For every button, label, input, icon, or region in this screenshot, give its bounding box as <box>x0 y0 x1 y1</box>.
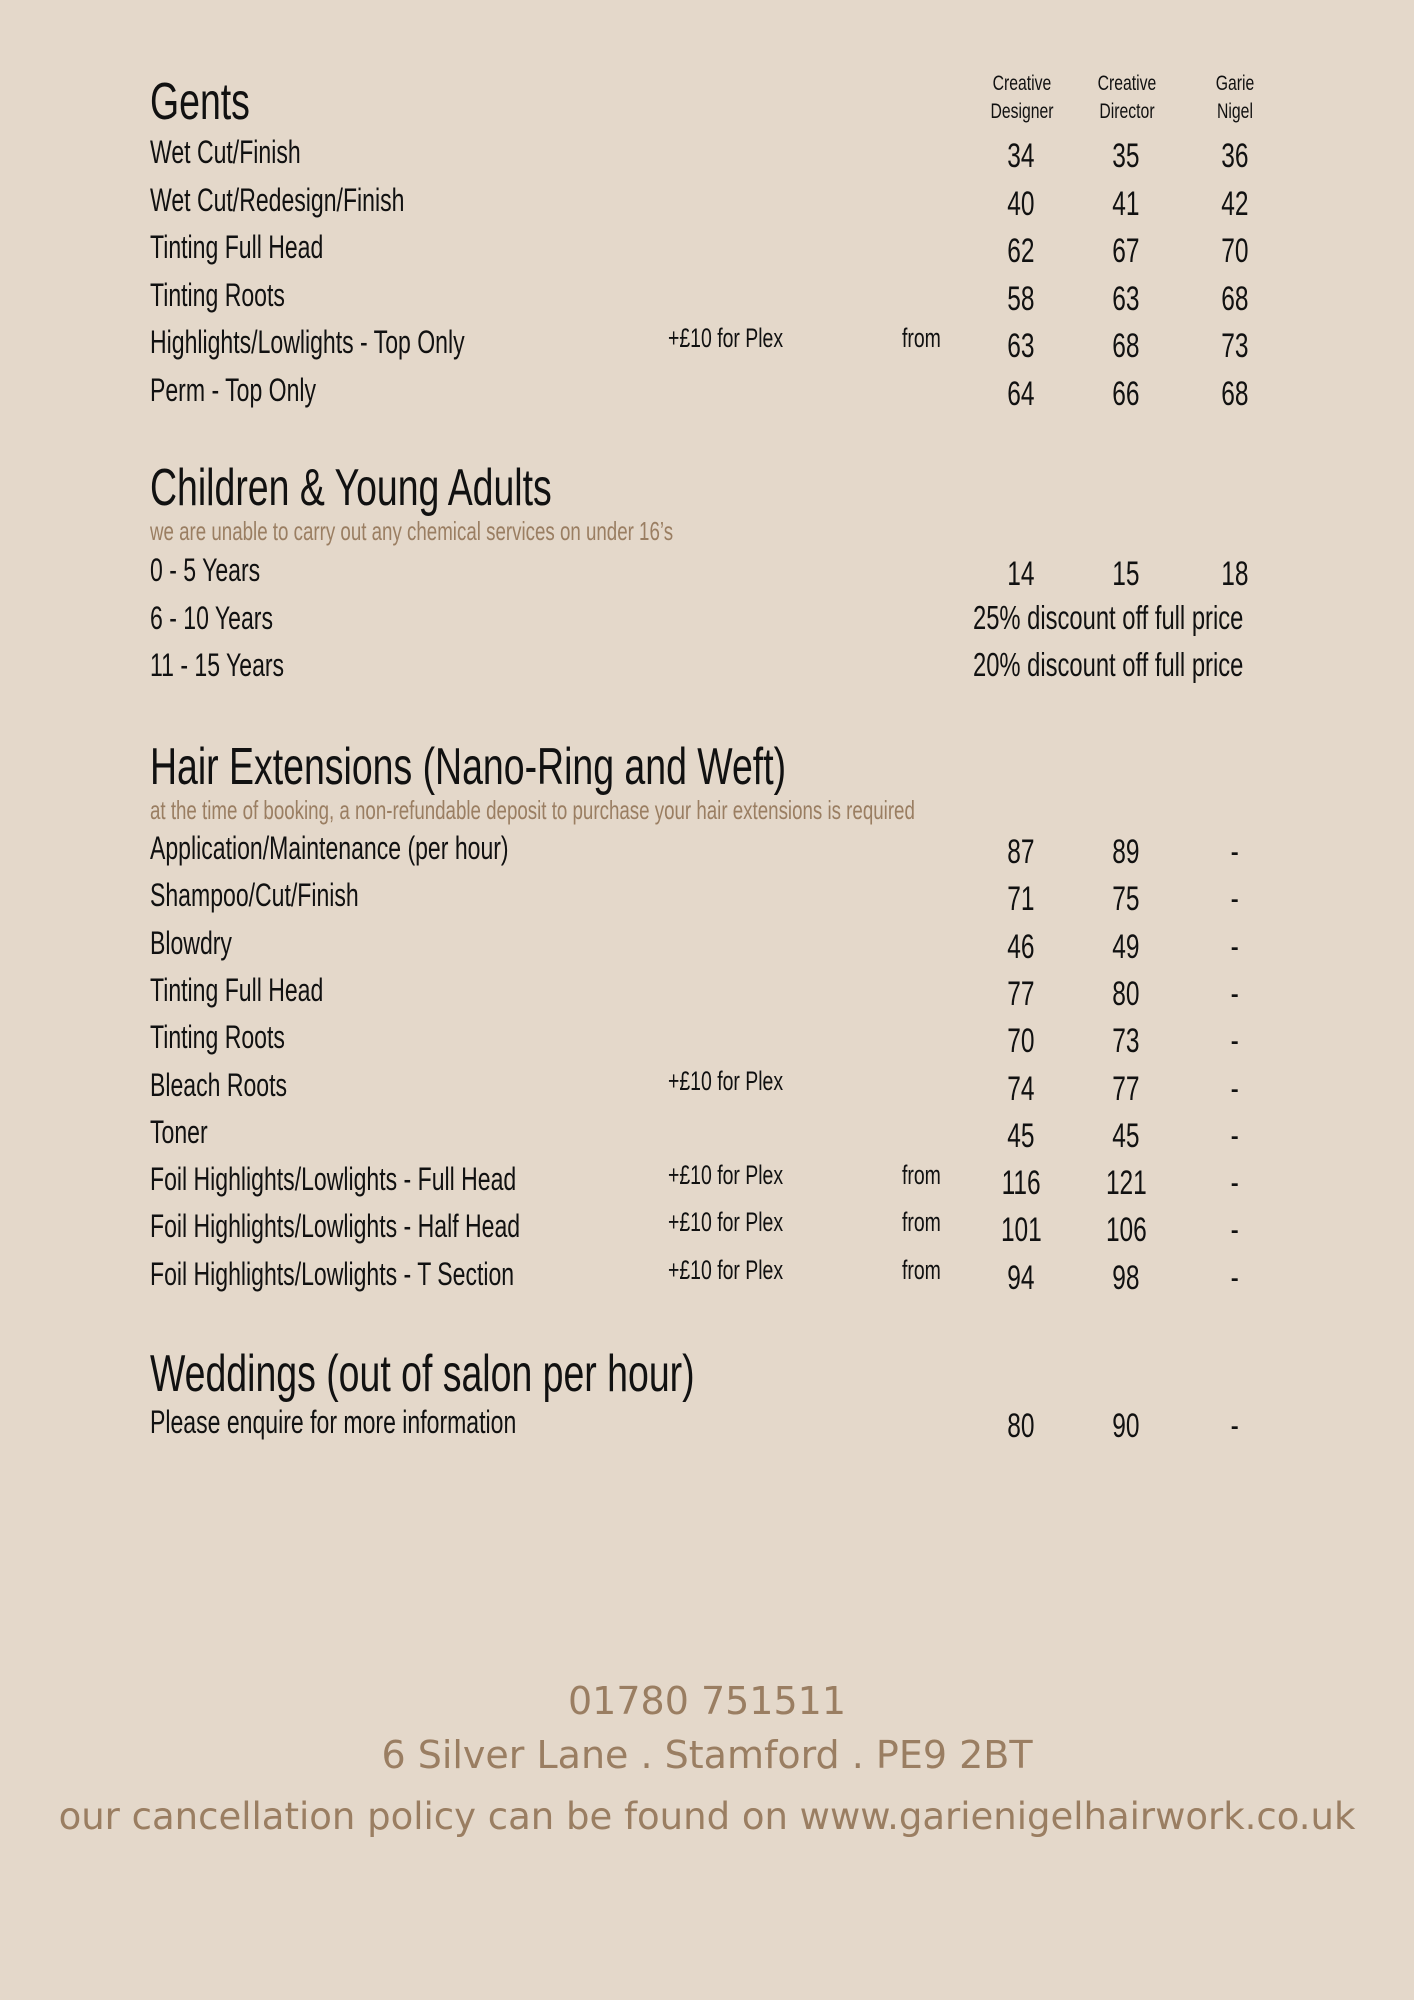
service-label <box>150 643 336 687</box>
price-creative-designer <box>976 1256 1066 1300</box>
price-creative-designer <box>976 972 1066 1016</box>
price-creative-designer-value: 45 <box>1007 1116 1035 1155</box>
price-creative-designer <box>976 552 1066 596</box>
price-garie-nigel <box>1190 552 1280 596</box>
price-row <box>0 1400 1414 1444</box>
price-garie-nigel-value: - <box>1230 880 1240 919</box>
price-creative-designer-value: 64 <box>1007 374 1035 413</box>
price-row <box>0 368 1414 412</box>
service-label <box>150 1015 337 1059</box>
price-creative-director <box>1081 1067 1171 1111</box>
section-title-gents: Gents <box>150 73 250 131</box>
price-creative-director-value: 90 <box>1112 1407 1140 1445</box>
price-row <box>0 873 1414 917</box>
price-creative-director <box>1081 877 1171 921</box>
service-label <box>150 826 648 870</box>
service-label <box>150 130 359 174</box>
service-label-text: Bleach Roots <box>150 1066 288 1103</box>
price-creative-designer-value: 62 <box>1007 232 1035 270</box>
price-creative-designer-value: 34 <box>1007 137 1035 175</box>
service-label-text: Wet Cut/Finish <box>150 134 301 170</box>
service-label <box>150 1063 340 1107</box>
extensions-note: at the time of booking, a non-refundable deposit to purchase your hair extensions is required <box>150 795 915 825</box>
service-label-text: Blowdry <box>150 924 232 961</box>
price-garie-nigel <box>1190 1208 1280 1252</box>
service-label <box>150 596 321 640</box>
from-label-text: from <box>902 1160 941 1191</box>
service-label <box>150 320 587 364</box>
price-creative-director <box>1081 1161 1171 1205</box>
price-garie-nigel-value: 18 <box>1221 555 1249 593</box>
price-garie-nigel-value: 68 <box>1221 279 1249 318</box>
price-row <box>0 596 1414 640</box>
price-creative-designer <box>976 182 1066 226</box>
price-garie-nigel <box>1190 830 1280 874</box>
price-garie-nigel <box>1190 324 1280 368</box>
service-label <box>150 225 391 269</box>
price-creative-designer <box>976 830 1066 874</box>
price-garie-nigel-value: - <box>1230 1022 1240 1061</box>
price-row <box>0 1157 1414 1201</box>
price-row <box>0 643 1414 687</box>
price-garie-nigel <box>1190 1404 1280 1448</box>
price-row <box>0 273 1414 317</box>
from-label-text: from <box>902 1207 941 1238</box>
price-garie-nigel-value: - <box>1230 927 1240 966</box>
price-creative-designer-value: 58 <box>1007 279 1035 318</box>
price-garie-nigel <box>1190 277 1280 321</box>
price-creative-designer <box>976 1019 1066 1063</box>
price-row <box>0 826 1414 870</box>
footer-phone: 01780 751511 <box>567 1679 847 1723</box>
section-title-children: Children & Young Adults <box>150 459 552 517</box>
price-creative-director-value: 121 <box>1105 1164 1147 1203</box>
footer-address: 6 Silver Lane . Stamford . PE9 2BT <box>381 1733 1033 1777</box>
price-creative-director <box>1081 1019 1171 1063</box>
price-garie-nigel-value: - <box>1230 833 1240 871</box>
service-label <box>150 548 303 592</box>
price-creative-designer-value: 14 <box>1007 555 1035 593</box>
service-label <box>150 921 264 965</box>
price-creative-designer <box>976 134 1066 178</box>
price-creative-designer <box>976 1161 1066 1205</box>
price-garie-nigel <box>1190 182 1280 226</box>
price-row <box>0 548 1414 592</box>
price-creative-director <box>1081 972 1171 1016</box>
price-creative-director <box>1081 1404 1171 1448</box>
price-creative-director-value: 49 <box>1112 927 1140 966</box>
price-creative-director <box>1081 1256 1171 1300</box>
price-garie-nigel <box>1190 1256 1280 1300</box>
price-creative-director-value: 35 <box>1112 137 1140 175</box>
price-creative-designer <box>976 324 1066 368</box>
price-creative-designer-value: 74 <box>1007 1069 1035 1108</box>
from-label <box>902 1200 956 1244</box>
price-creative-designer-value: 70 <box>1007 1022 1035 1061</box>
price-garie-nigel <box>1190 372 1280 416</box>
price-creative-designer-value: 71 <box>1007 880 1035 919</box>
price-row <box>0 225 1414 269</box>
service-label-text: 11 - 15 Years <box>150 647 285 683</box>
price-garie-nigel-value: - <box>1230 1069 1240 1108</box>
price-creative-designer-value: 80 <box>1007 1407 1035 1445</box>
from-label <box>902 1248 956 1292</box>
section-title-weddings: Weddings (out of salon per hour) <box>150 1345 695 1403</box>
price-garie-nigel-value: - <box>1230 974 1240 1013</box>
price-creative-designer-value: 63 <box>1007 327 1035 365</box>
service-label <box>150 1110 230 1154</box>
plex-surcharge-note <box>668 1248 828 1292</box>
price-garie-nigel <box>1190 972 1280 1016</box>
service-label-text: Application/Maintenance (per hour) <box>150 830 509 866</box>
plex-surcharge-text: +£10 for Plex <box>668 323 784 353</box>
service-label <box>150 178 503 222</box>
price-garie-nigel <box>1190 229 1280 273</box>
plex-surcharge-text: +£10 for Plex <box>668 1160 784 1191</box>
price-garie-nigel <box>1190 1019 1280 1063</box>
price-creative-designer <box>976 277 1066 321</box>
price-row <box>0 968 1414 1012</box>
price-creative-director-value: 80 <box>1112 974 1140 1013</box>
price-creative-designer-value: 40 <box>1007 184 1035 223</box>
price-creative-designer-value: 46 <box>1007 927 1035 966</box>
service-label <box>150 368 381 412</box>
price-garie-nigel-value: 70 <box>1221 232 1249 270</box>
price-creative-designer <box>976 229 1066 273</box>
price-garie-nigel <box>1190 1161 1280 1205</box>
service-label <box>150 1252 656 1296</box>
price-creative-director <box>1081 134 1171 178</box>
price-row <box>0 921 1414 965</box>
price-garie-nigel <box>1190 877 1280 921</box>
discount-note-text: 25% discount off full price <box>973 598 1244 636</box>
service-label-text: Shampoo/Cut/Finish <box>150 877 359 914</box>
price-creative-director <box>1081 182 1171 226</box>
plex-surcharge-text: +£10 for Plex <box>668 1207 784 1238</box>
price-row <box>0 178 1414 222</box>
service-label-text: Please enquire for more information <box>150 1404 517 1440</box>
price-row <box>0 1252 1414 1296</box>
price-creative-designer <box>976 1404 1066 1448</box>
column-header-creative-director: Creative Director <box>1097 72 1157 123</box>
plex-surcharge-note <box>668 1059 828 1103</box>
price-garie-nigel-value: 73 <box>1221 327 1249 365</box>
price-creative-director-value: 68 <box>1112 327 1140 365</box>
price-row <box>0 320 1414 364</box>
service-label <box>150 968 391 1012</box>
section-title-extensions: Hair Extensions (Nano-Ring and Weft) <box>150 738 787 796</box>
price-creative-director-value: 89 <box>1112 833 1140 871</box>
price-creative-designer <box>976 1067 1066 1111</box>
children-note: we are unable to carry out any chemical services on under 16’s <box>150 516 674 546</box>
plex-surcharge-text: +£10 for Plex <box>668 1065 784 1096</box>
price-row <box>0 1063 1414 1107</box>
from-label <box>902 1153 956 1197</box>
service-label-text: Foil Highlights/Lowlights - T Section <box>150 1255 515 1292</box>
price-creative-director-value: 73 <box>1112 1022 1140 1061</box>
service-label-text: Tinting Roots <box>150 276 285 313</box>
service-label-text: Wet Cut/Redesign/Finish <box>150 181 405 218</box>
price-creative-designer-value: 101 <box>1000 1211 1042 1250</box>
service-label-text: Tinting Full Head <box>150 971 324 1008</box>
price-garie-nigel-value: 42 <box>1221 184 1249 223</box>
price-creative-designer <box>976 1208 1066 1252</box>
price-creative-director-value: 41 <box>1112 184 1140 223</box>
price-row <box>0 1110 1414 1154</box>
service-label-text: 0 - 5 Years <box>150 552 261 588</box>
service-label <box>150 1157 659 1201</box>
price-row <box>0 1015 1414 1059</box>
price-garie-nigel <box>1190 134 1280 178</box>
price-garie-nigel <box>1190 1067 1280 1111</box>
price-creative-designer <box>976 877 1066 921</box>
price-creative-director-value: 75 <box>1112 880 1140 919</box>
from-label-text: from <box>902 323 941 353</box>
price-creative-director-value: 63 <box>1112 279 1140 318</box>
price-creative-designer <box>976 1114 1066 1158</box>
price-garie-nigel-value: - <box>1230 1164 1240 1203</box>
service-label-text: Highlights/Lowlights - Top Only <box>150 324 465 360</box>
service-label-text: 6 - 10 Years <box>150 599 273 636</box>
price-creative-director <box>1081 372 1171 416</box>
price-creative-director <box>1081 324 1171 368</box>
price-creative-director <box>1081 1208 1171 1252</box>
service-label <box>150 873 440 917</box>
price-creative-director-value: 66 <box>1112 374 1140 413</box>
price-creative-director <box>1081 830 1171 874</box>
price-garie-nigel-value: - <box>1230 1258 1240 1297</box>
discount-note <box>973 643 1273 687</box>
price-garie-nigel <box>1190 1114 1280 1158</box>
column-header-creative-designer: Creative Designer <box>990 72 1054 123</box>
service-label-text: Perm - Top Only <box>150 371 317 408</box>
price-row <box>0 130 1414 174</box>
price-creative-director-value: 45 <box>1112 1116 1140 1155</box>
price-garie-nigel-value: 68 <box>1221 374 1249 413</box>
price-creative-director <box>1081 277 1171 321</box>
price-garie-nigel-value: 36 <box>1221 137 1249 175</box>
price-garie-nigel-value: - <box>1230 1407 1240 1445</box>
service-label-text: Foil Highlights/Lowlights - Half Head <box>150 1208 521 1245</box>
price-creative-designer <box>976 925 1066 969</box>
price-creative-director <box>1081 1114 1171 1158</box>
service-label <box>150 1204 664 1248</box>
price-creative-director-value: 98 <box>1112 1258 1140 1297</box>
price-garie-nigel-value: - <box>1230 1211 1240 1250</box>
plex-surcharge-text: +£10 for Plex <box>668 1254 784 1285</box>
price-creative-designer-value: 77 <box>1007 974 1035 1013</box>
price-creative-designer <box>976 372 1066 416</box>
price-creative-director <box>1081 229 1171 273</box>
price-creative-director-value: 77 <box>1112 1069 1140 1108</box>
column-header-garie-nigel: Garie Nigel <box>1215 72 1255 123</box>
price-row <box>0 1204 1414 1248</box>
discount-note <box>973 596 1273 640</box>
service-label-text: Tinting Full Head <box>150 229 324 265</box>
service-label <box>150 1400 659 1444</box>
from-label-text: from <box>902 1254 941 1285</box>
price-garie-nigel-value: - <box>1230 1116 1240 1155</box>
price-creative-director <box>1081 925 1171 969</box>
price-garie-nigel <box>1190 925 1280 969</box>
price-creative-director-value: 67 <box>1112 232 1140 270</box>
from-label <box>902 316 956 360</box>
service-label-text: Toner <box>150 1113 208 1150</box>
price-creative-designer-value: 94 <box>1007 1258 1035 1297</box>
price-creative-director <box>1081 552 1171 596</box>
price-creative-designer-value: 87 <box>1007 833 1035 871</box>
plex-surcharge-note <box>668 1153 828 1197</box>
plex-surcharge-note <box>668 316 828 360</box>
discount-note-text: 20% discount off full price <box>973 646 1244 683</box>
service-label-text: Tinting Roots <box>150 1019 285 1056</box>
plex-surcharge-note <box>668 1200 828 1244</box>
price-creative-director-value: 15 <box>1112 555 1140 593</box>
service-label-text: Foil Highlights/Lowlights - Full Head <box>150 1161 517 1198</box>
price-creative-designer-value: 116 <box>1001 1164 1041 1203</box>
price-creative-director-value: 106 <box>1105 1211 1147 1250</box>
footer-cancellation-policy: our cancellation policy can be found on www.garienigelhairwork.co.uk <box>58 1795 1356 1838</box>
service-label <box>150 273 337 317</box>
